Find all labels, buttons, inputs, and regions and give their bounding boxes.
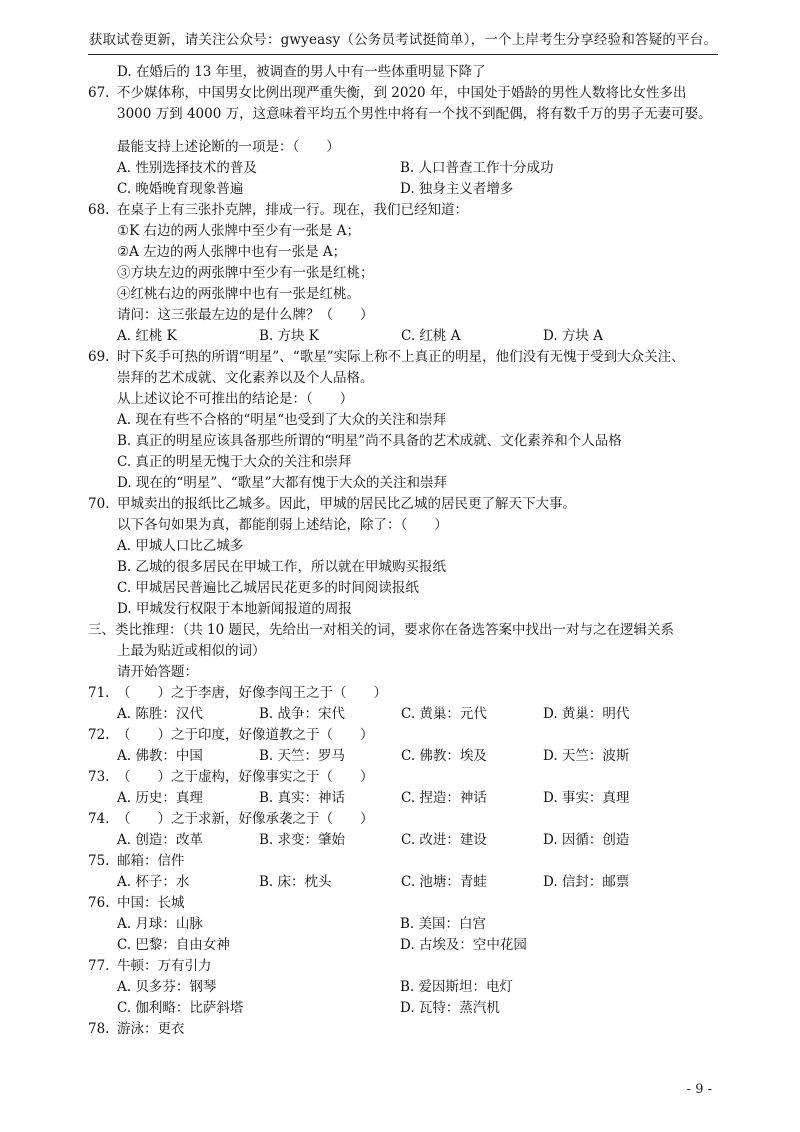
options-row xyxy=(88,977,728,998)
question-74 xyxy=(88,809,728,830)
options-row xyxy=(88,830,728,851)
section-heading-cont: 上最为贴近或相似的词） xyxy=(117,643,266,659)
question-stem: 游泳：更衣 xyxy=(117,1021,185,1037)
options-row xyxy=(88,158,728,179)
option-b: B. 美国：白宫 xyxy=(400,916,487,932)
option-a: A. 佛教：中国 xyxy=(117,748,203,764)
option-b: B. 人口普查工作十分成功 xyxy=(400,160,554,176)
option-c: C. 佛教：埃及 xyxy=(401,748,487,764)
question-number: 75. xyxy=(88,853,110,869)
option-a: A. 杯子：水 xyxy=(117,874,190,890)
question-72 xyxy=(88,725,728,746)
question-number: 74. xyxy=(88,811,110,827)
option-b: B. 真实：神话 xyxy=(259,790,346,806)
question-stem-cont: 崇拜的艺术成就、文化素养以及个人品格。 xyxy=(117,370,374,386)
options-row xyxy=(88,704,728,725)
question-70 xyxy=(88,494,728,515)
fact-line: ③方块左边的两张牌中至少有一张是红桃； xyxy=(117,265,374,281)
document-body xyxy=(88,62,728,1040)
question-stem: 中国：长城 xyxy=(117,895,185,911)
options-row xyxy=(88,179,728,200)
option-b: B. 战争：宋代 xyxy=(259,706,346,722)
question-69 xyxy=(88,347,728,368)
option-c: C. 巴黎：自由女神 xyxy=(117,937,230,953)
question-71 xyxy=(88,683,728,704)
options-row xyxy=(88,788,728,809)
option-b: B. 乙城的很多居民在甲城工作，所以就在甲城购买报纸 xyxy=(117,559,447,575)
option-d: D. 天竺：波斯 xyxy=(543,748,630,764)
question-75 xyxy=(88,851,728,872)
option-d: D. 独身主义者增多 xyxy=(400,181,514,197)
question-number: 76. xyxy=(88,895,110,911)
section-heading: 三、类比推理：（共 10 题民，先给出一对相关的词，要求你在备选答案中找出一对与之在逻辑关系 xyxy=(88,622,675,638)
option-c: C. 池塘：青蛙 xyxy=(401,874,487,890)
option-d: D. 古埃及：空中花园 xyxy=(400,937,527,953)
option-a: A. 甲城人口比乙城多 xyxy=(117,538,244,554)
option-c: C. 甲城居民普遍比乙城居民花更多的时间阅读报纸 xyxy=(117,580,419,596)
option-a: A. 陈胜：汉代 xyxy=(117,706,203,722)
option-d: D. 事实：真理 xyxy=(543,790,630,806)
fact-line: ②A 左边的两人张牌中也有一张是 A； xyxy=(117,244,347,260)
question-number: 77. xyxy=(88,958,110,974)
option-a: A. 创造：改革 xyxy=(117,832,203,848)
option-c: C. 红桃 A xyxy=(401,328,461,344)
option-a: A. 性别选择技术的普及 xyxy=(117,160,257,176)
question-77 xyxy=(88,956,728,977)
option-d: D. 现在的“明星”、“歌星”大都有愧于大众的关注和崇拜 xyxy=(117,475,448,491)
question-stem: （ ）之于求新，好像承袭之于（ ） xyxy=(117,811,374,827)
options-row xyxy=(88,326,728,347)
question-number: 68. xyxy=(88,202,110,218)
question-stem: （ ）之于印度，好像道教之于（ ） xyxy=(117,727,374,743)
option-b: B. 方块 K xyxy=(259,328,319,344)
option-a: A. 红桃 K xyxy=(117,328,177,344)
question-68 xyxy=(88,200,728,221)
question-stem: 邮箱：信件 xyxy=(117,853,185,869)
page-number: - 9 - xyxy=(686,1082,712,1097)
page-header: 获取试卷更新，请关注公众号：gwyeasy（公务员考试挺简单），一个上岸考生分享经验和答疑的平台。 xyxy=(88,28,718,55)
question-73 xyxy=(88,767,728,788)
question-prompt: 以下各句如果为真，都能削弱上述结论，除了：（ ） xyxy=(117,517,448,533)
option-c: C. 真正的明星无愧于大众的关注和崇拜 xyxy=(117,454,352,470)
option-c: C. 捏造：神话 xyxy=(401,790,487,806)
options-row xyxy=(88,914,728,935)
question-stem: 时下炙手可热的所谓“明星”、“歌星”实际上称不上真正的明星，他们没有无愧于受到大众关注、 xyxy=(117,349,685,365)
question-76 xyxy=(88,893,728,914)
option-d: D. 方块 A xyxy=(543,328,603,344)
question-prompt: 最能支持上述论断的一项是：（ ） xyxy=(117,139,340,155)
question-stem: 牛顿：万有引力 xyxy=(117,958,212,974)
option-a: A. 历史：真理 xyxy=(117,790,203,806)
option-line: D. 在婚后的 13 年里，被调查的男人中有一些体重明显下降了 xyxy=(117,64,486,80)
option-d: D. 信封：邮票 xyxy=(543,874,630,890)
question-67 xyxy=(88,83,728,104)
option-b: B. 爱因斯坦：电灯 xyxy=(400,979,514,995)
question-78 xyxy=(88,1019,728,1040)
fact-line: ①K 右边的两人张牌中至少有一张是 A； xyxy=(117,223,361,239)
option-b: B. 真正的明星应该具备那些所谓的“明星”尚不具备的艺术成就、文化素养和个人品格 xyxy=(117,433,622,449)
option-c: C. 改进：建设 xyxy=(401,832,487,848)
option-c: C. 伽利略：比萨斜塔 xyxy=(117,1000,244,1016)
option-b: B. 床：枕头 xyxy=(259,874,332,890)
fact-line: ④红桃右边的两张牌中也有一张是红桃。 xyxy=(117,286,360,302)
options-row xyxy=(88,746,728,767)
option-a: A. 贝多芬：钢琴 xyxy=(117,979,217,995)
question-number: 73. xyxy=(88,769,110,785)
question-number: 71. xyxy=(88,685,110,701)
option-d: D. 甲城发行权限于本地新闻报道的周报 xyxy=(117,601,352,617)
question-prompt: 从上述议论不可推出的结论是：（ ） xyxy=(117,391,354,407)
option-d: D. 因循：创造 xyxy=(543,832,630,848)
question-number: 67. xyxy=(88,85,110,101)
question-stem: 不少媒体称，中国男女比例出现严重失衡，到 2020 年，中国处于婚龄的男性人数将比女性多出 xyxy=(117,85,687,101)
question-stem: 在桌子上有三张扑克牌，排成一行。现在，我们已经知道： xyxy=(117,202,468,218)
option-b: B. 天竺：罗马 xyxy=(259,748,346,764)
question-number: 72. xyxy=(88,727,110,743)
question-stem: 甲城卖出的报纸比乙城多。因此，甲城的居民比乙城的居民更了解天下大事。 xyxy=(117,496,576,512)
question-number: 78. xyxy=(88,1021,110,1037)
question-number: 70. xyxy=(88,496,110,512)
options-row xyxy=(88,872,728,893)
option-a: A. 月球：山脉 xyxy=(117,916,203,932)
option-d: D. 黄巢：明代 xyxy=(543,706,630,722)
option-a: A. 现在有些不合格的“明星“也受到了大众的关注和崇拜 xyxy=(117,412,447,428)
question-number: 69. xyxy=(88,349,110,365)
option-c: C. 晚婚晚育现象普遍 xyxy=(117,181,244,197)
question-stem-cont: 3000 万到 4000 万，这意味着平均五个男性中将有一个找不到配偶，将有数千万的男子无妻可娶。 xyxy=(117,106,712,122)
question-stem: （ ）之于虚构，好像事实之于（ ） xyxy=(117,769,374,785)
section-start: 请开始答题： xyxy=(117,664,198,680)
option-b: B. 求变：肇始 xyxy=(259,832,346,848)
option-d: D. 瓦特：蒸汽机 xyxy=(400,1000,500,1016)
option-c: C. 黄巢：元代 xyxy=(401,706,487,722)
question-stem: （ ）之于李唐，好像李闯王之于（ ） xyxy=(117,685,387,701)
question-prompt: 请问：这三张最左边的是什么牌？（ ） xyxy=(117,307,374,323)
options-row xyxy=(88,935,728,956)
options-row xyxy=(88,998,728,1019)
